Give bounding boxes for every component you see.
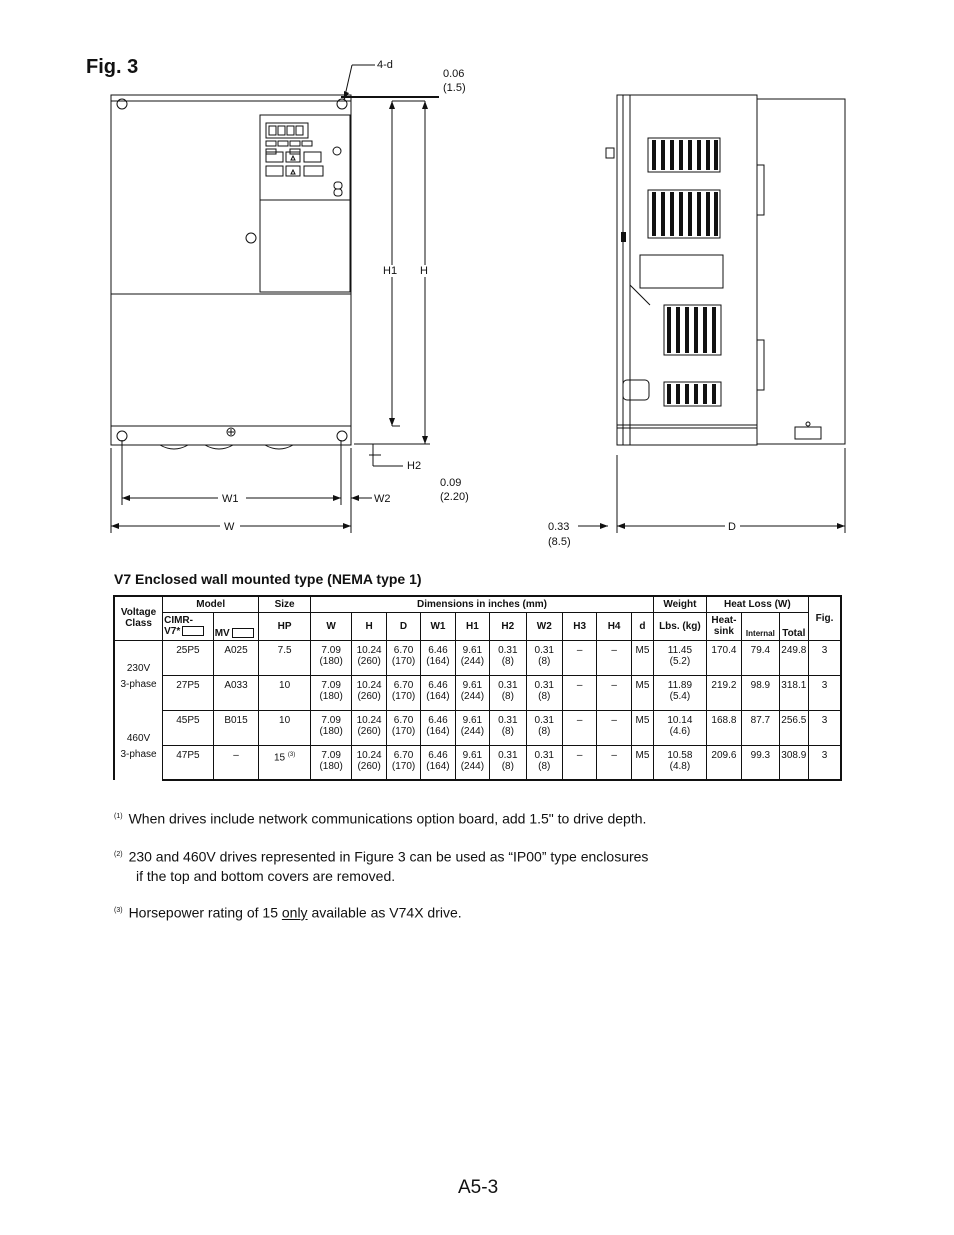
cell-internal: 79.4 <box>742 640 779 675</box>
cell-dim-d-small <box>631 710 653 745</box>
cell-total: 256.5 <box>779 710 808 745</box>
note-3-mark: (3) <box>114 907 123 914</box>
label-h: H <box>420 265 428 277</box>
dim-inches: 0.31 <box>498 644 518 656</box>
note-1-text: When drives include network communications option board, add 1.5" to drive depth. <box>128 810 647 827</box>
cell-dim-h4 <box>597 675 631 710</box>
cell-dim-h4 <box>597 745 631 780</box>
header-mv-label: MV <box>214 627 230 639</box>
dim-inches: M5 <box>635 644 650 656</box>
header-voltage-class: Voltage Class <box>114 596 163 640</box>
dim-mm: (164) <box>426 760 450 772</box>
header-weight: Weight <box>654 596 707 612</box>
header-dim-h: H <box>352 612 386 640</box>
dim-inches: – <box>576 749 583 761</box>
cell-dim-h <box>352 745 386 780</box>
cell-dim-w <box>310 745 352 780</box>
dim-inches: 6.46 <box>428 714 448 726</box>
dim-mm: (170) <box>391 655 416 667</box>
dim-mm: (170) <box>391 725 416 737</box>
cell-dim-w1 <box>421 640 455 675</box>
operator-panel <box>260 115 350 292</box>
label-h1: H1 <box>383 265 398 277</box>
table-row <box>114 675 841 710</box>
cell-heatsink: 170.4 <box>706 640 741 675</box>
header-dim-h1: H1 <box>455 612 489 640</box>
note-2-mark: (2) <box>114 851 123 858</box>
cell-dim-h1 <box>455 640 489 675</box>
dim-mm: (164) <box>426 690 450 702</box>
header-v7: V7* <box>164 626 181 637</box>
dim-inches: 6.70 <box>393 749 414 761</box>
cell-fig: 3 <box>808 675 841 710</box>
figure-title: Fig. 3 <box>86 56 139 78</box>
cell-weight <box>654 675 707 710</box>
table-row <box>114 640 841 675</box>
label-w1: W1 <box>222 493 239 505</box>
label-top-gap-mm: (1.5) <box>443 82 466 94</box>
dim-inches: 10.24 <box>356 679 382 691</box>
weight-lbs: 11.45 <box>667 644 693 656</box>
header-mv <box>213 612 259 640</box>
dim-inches: M5 <box>635 714 650 726</box>
cell-internal: 99.3 <box>742 745 779 780</box>
note-3-underlined: only <box>281 904 308 921</box>
dim-inches: – <box>611 749 617 761</box>
dim-inches: 0.31 <box>534 679 554 691</box>
label-w2: W2 <box>374 493 391 505</box>
cell-dim-h <box>352 710 386 745</box>
spec-table-body <box>114 640 841 780</box>
header-size: Size <box>259 596 311 612</box>
cell-dim-w2 <box>526 710 562 745</box>
cell-hp <box>259 745 311 780</box>
cell-dim-w1 <box>421 675 455 710</box>
cell-weight <box>654 640 707 675</box>
note-3 <box>114 901 462 923</box>
label-hole: 4-d <box>377 59 393 71</box>
dim-inches: 6.46 <box>428 644 448 656</box>
cell-weight <box>654 745 707 780</box>
weight-kg: (5.2) <box>669 655 691 667</box>
dim-inches: 7.09 <box>321 679 341 691</box>
dim-mm: (180) <box>319 655 343 667</box>
dim-inches: 7.09 <box>321 749 341 761</box>
cell-dim-h3 <box>562 675 596 710</box>
table-row <box>114 710 841 745</box>
dim-mm: (244) <box>460 760 485 772</box>
cell-heatsink: 168.8 <box>706 710 741 745</box>
header-model: Model <box>163 596 259 612</box>
cell-dim-w1 <box>421 745 455 780</box>
cell-dim-h3 <box>562 745 596 780</box>
cell-hp <box>259 710 311 745</box>
cell-heatsink: 209.6 <box>706 745 741 780</box>
note-2-line1: 230 and 460V drives represented in Figure 3 can be used as “IP00” type enclosures <box>128 848 649 865</box>
header-cimr-v7 <box>163 612 214 640</box>
cell-mv-model: A033 <box>213 675 259 710</box>
table-row <box>114 745 841 780</box>
dim-inches: 0.31 <box>534 644 554 656</box>
cell-dim-h2 <box>490 710 526 745</box>
heatsink-fins <box>648 138 721 406</box>
cell-v7-model: 27P5 <box>163 675 214 710</box>
page-number: A5-3 <box>458 1177 499 1198</box>
label-side-gap: 0.33 <box>548 521 570 533</box>
dim-mm: (244) <box>460 725 485 737</box>
dim-mm: (8) <box>538 690 551 702</box>
dim-inches: 10.24 <box>356 749 382 761</box>
dim-inches: 0.31 <box>498 749 518 761</box>
dim-inches: 0.31 <box>534 714 554 726</box>
dim-inches: – <box>576 679 583 691</box>
dim-mm: (170) <box>391 690 416 702</box>
cell-dim-w <box>310 710 352 745</box>
cell-dim-w1 <box>421 710 455 745</box>
label-w: W <box>224 521 235 533</box>
header-dim-h3: H3 <box>562 612 596 640</box>
weight-kg: (4.6) <box>669 725 691 737</box>
cell-dim-h2 <box>490 745 526 780</box>
cell-mv-model: A025 <box>213 640 259 675</box>
note-3-post: available as V74X drive. <box>307 904 462 921</box>
cell-hp <box>259 640 311 675</box>
dim-inches: 9.61 <box>462 644 483 656</box>
cell-dim-d <box>386 745 420 780</box>
header-total: Total <box>779 612 808 640</box>
header-hp: HP <box>259 612 311 640</box>
dim-inches: M5 <box>635 749 650 761</box>
header-heat-loss: Heat Loss (W) <box>706 596 808 612</box>
cell-dim-d <box>386 640 420 675</box>
header-fig: Fig. <box>808 596 841 640</box>
dim-inches: 9.61 <box>462 679 483 691</box>
label-top-gap: 0.06 <box>443 68 465 80</box>
header-internal: Internal <box>742 612 779 640</box>
dim-inches: – <box>611 679 617 691</box>
dim-inches: 6.46 <box>428 749 448 761</box>
dim-mm: (8) <box>538 760 551 772</box>
dim-mm: (8) <box>501 655 514 667</box>
dim-inches: 0.31 <box>534 749 554 761</box>
dim-inches: 9.61 <box>462 749 483 761</box>
weight-lbs: 10.58 <box>667 749 693 761</box>
dim-mm: (180) <box>319 725 343 737</box>
dim-inches: 10.24 <box>356 644 382 656</box>
cell-dim-d-small <box>631 675 653 710</box>
cell-internal: 98.9 <box>742 675 779 710</box>
dim-inches: – <box>611 714 617 726</box>
dim-inches: 9.61 <box>462 714 483 726</box>
hp-footnote-mark: (3) <box>287 751 296 758</box>
cell-dim-h4 <box>597 640 631 675</box>
dim-inches: 6.70 <box>393 679 414 691</box>
cell-fig: 3 <box>808 640 841 675</box>
dim-mm: (8) <box>501 760 514 772</box>
dim-mm: (180) <box>319 690 343 702</box>
cell-total: 249.8 <box>779 640 808 675</box>
cell-dim-d-small <box>631 745 653 780</box>
dim-inches: – <box>611 644 617 656</box>
weight-kg: (4.8) <box>669 760 691 772</box>
dim-mm: (244) <box>460 690 485 702</box>
note-2 <box>114 845 648 886</box>
weight-lbs: 11.89 <box>667 679 693 691</box>
header-dim-h4: H4 <box>597 612 631 640</box>
cell-total: 308.9 <box>779 745 808 780</box>
cell-fig: 3 <box>808 745 841 780</box>
dim-mm: (180) <box>319 760 343 772</box>
dim-inches: 6.70 <box>393 714 414 726</box>
cell-dim-h1 <box>455 710 489 745</box>
header-dim-w1: W1 <box>421 612 455 640</box>
cell-voltage: 230V <box>114 640 163 675</box>
dim-mm: (260) <box>357 760 381 772</box>
dim-inches: 7.09 <box>321 714 341 726</box>
cell-internal: 87.7 <box>742 710 779 745</box>
front-view-outline <box>111 95 351 445</box>
cell-total: 318.1 <box>779 675 808 710</box>
cell-dim-h3 <box>562 710 596 745</box>
cell-dim-w <box>310 640 352 675</box>
header-weight-sub: Lbs. (kg) <box>654 612 707 640</box>
dim-mm: (8) <box>501 690 514 702</box>
weight-lbs: 10.14 <box>667 714 693 726</box>
cell-mv-model: – <box>213 745 259 780</box>
header-dim-d-small: d <box>631 612 653 640</box>
dim-mm: (260) <box>357 690 381 702</box>
cell-heatsink: 219.2 <box>706 675 741 710</box>
cell-dim-h1 <box>455 675 489 710</box>
dim-inches: 6.70 <box>393 644 414 656</box>
table-title: V7 Enclosed wall mounted type (NEMA type 1) <box>114 571 422 587</box>
hp-value: 15 <box>273 751 286 763</box>
header-heatsink: Heat- sink <box>706 612 741 640</box>
cell-dim-w2 <box>526 675 562 710</box>
dim-mm: (260) <box>357 655 381 667</box>
cell-dim-w2 <box>526 640 562 675</box>
cell-phase: 3-phase <box>114 745 163 780</box>
header-dimensions: Dimensions in inches (mm) <box>310 596 653 612</box>
cell-dim-d-small <box>631 640 653 675</box>
cell-dim-w2 <box>526 745 562 780</box>
dim-inches: – <box>576 644 583 656</box>
cell-dim-h <box>352 640 386 675</box>
label-d: D <box>728 521 736 533</box>
cell-dim-h3 <box>562 640 596 675</box>
header-dim-w2: W2 <box>526 612 562 640</box>
cell-dim-w <box>310 675 352 710</box>
cell-phase: 3-phase <box>114 675 163 710</box>
cell-mv-model: B015 <box>213 710 259 745</box>
note-3-pre: Horsepower rating of 15 <box>128 904 282 921</box>
dim-mm: (164) <box>426 725 450 737</box>
dim-mm: (164) <box>426 655 450 667</box>
dim-mm: (8) <box>538 725 551 737</box>
cell-dim-d <box>386 675 420 710</box>
dim-inches: 0.31 <box>498 714 518 726</box>
hp-value: 10 <box>279 679 291 691</box>
dim-mm: (170) <box>391 760 416 772</box>
dim-inches: 6.46 <box>428 679 448 691</box>
header-dim-d: D <box>386 612 420 640</box>
cell-dim-h1 <box>455 745 489 780</box>
dim-inches: – <box>576 714 583 726</box>
hp-value: 10 <box>279 714 291 726</box>
dimension-drawing <box>0 0 954 560</box>
dim-mm: (8) <box>538 655 551 667</box>
cell-dim-h <box>352 675 386 710</box>
cell-v7-model: 47P5 <box>163 745 214 780</box>
note-1-mark: (1) <box>114 813 123 820</box>
label-bottom-gap: 0.09 <box>440 477 462 489</box>
cell-hp <box>259 675 311 710</box>
label-h2: H2 <box>407 460 422 472</box>
cell-v7-model: 45P5 <box>163 710 214 745</box>
spec-table <box>113 595 842 781</box>
note-2-line2: if the top and bottom covers are removed. <box>136 867 396 884</box>
cell-voltage: 460V <box>114 710 163 745</box>
dim-inches: 10.24 <box>356 714 382 726</box>
cell-dim-d <box>386 710 420 745</box>
label-side-gap-mm: (8.5) <box>548 536 571 548</box>
dim-inches: 7.09 <box>321 644 341 656</box>
label-bottom-gap-mm: (2.20) <box>440 491 469 503</box>
header-dim-h2: H2 <box>490 612 526 640</box>
cell-dim-h2 <box>490 675 526 710</box>
cell-dim-h4 <box>597 710 631 745</box>
dim-mm: (260) <box>357 725 381 737</box>
header-cimr: CIMR- <box>164 615 193 626</box>
header-dim-w: W <box>310 612 352 640</box>
cell-v7-model: 25P5 <box>163 640 214 675</box>
hp-value: 7.5 <box>277 644 292 656</box>
dim-mm: (244) <box>460 655 485 667</box>
dim-inches: 0.31 <box>498 679 518 691</box>
dim-inches: M5 <box>635 679 650 691</box>
cell-dim-h2 <box>490 640 526 675</box>
dim-mm: (8) <box>501 725 514 737</box>
cell-fig: 3 <box>808 710 841 745</box>
note-1 <box>114 807 646 829</box>
cell-weight <box>654 710 707 745</box>
weight-kg: (5.4) <box>669 690 691 702</box>
